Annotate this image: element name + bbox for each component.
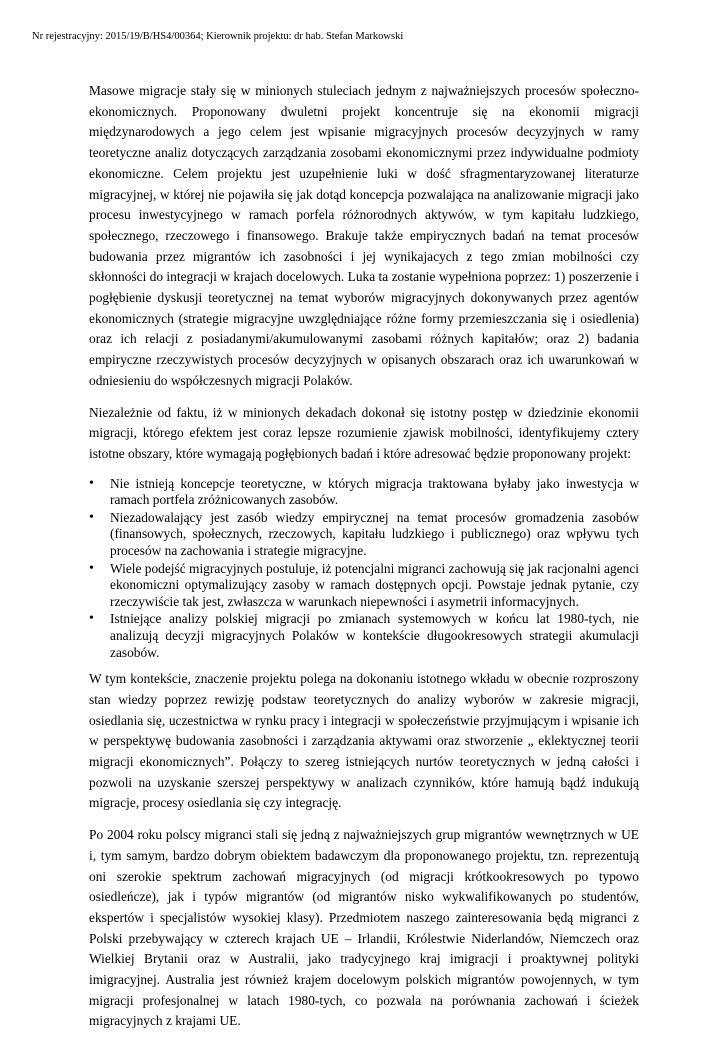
bullet-item: • Istniejące analizy polskiej migracji po zmianach systemowych w końcu lat 1980-tych, nie analizują decyzji migracyjnych Polaków w kontekście długookresowych strategii akumulacji zasobów. [89, 611, 639, 661]
bullet-item: • Wiele podejść migracyjnych postuluje, iż potencjalni migranci zachowują się jak racjonalni agenci ekonomiczni optymalizujący zasoby w ramach dostępnych opcji. Powstaje jednak pytanie, czy rzeczywiście tak jest, zwłaszcza w warunkach niepewności i asymetrii informacyjnych. [89, 561, 639, 611]
paragraph-intro: Masowe migracje stały się w minionych stuleciach jednym z najważniejszych procesów społeczno-ekonomicznych. Proponowany dwuletni projekt koncentruje się na ekonomii migracji międzynarodowych a jego celem jest wpisanie migracyjnych procesów decyzyjnych w ramy teoretyczne analiz dotyczących zarządzania zosobami ekonomicznymi przez indywidualne podmioty ekonomiczne. Celem projektu jest uzupełnienie luki w dość sfragmentaryzowanej literaturze migracyjnej, w której nie pojawiła się jak dotąd koncepcja pozwalająca na analizowanie migracji jako procesu inwestycyjnego w ramach porfela różnorodnych aktywów, w tym kapitału ludzkiego, społecznego, rzeczowego i finansowego. Brakuje także empirycznych badań na temat procesów budowania przez migrantów ich zasobności i jej wynikajacych z tego zmian mobilności czy skłonności do integracji w krajach docelowych. Luka ta zostanie wypełniona poprzez: 1) poszerzenie i pogłębienie dyskusji teoretycznej na temat wyborów migracyjnych dokonywanych przez agentów ekonomicznych (strategie migracyjne uwzględniające różne formy przemieszczania się i osiedlenia) oraz ich relacji z posiadanymi/akumulowanymi zasobami różnych kapitałów; oraz 2) badania empiryczne rzeczywistych procesów decyzyjnych w opisanych obszarach oraz ich uwarunkowań w odniesieniu do współczesnych migracji Polaków. [89, 83, 639, 388]
paragraph-significance: W tym kontekście, znaczenie projektu polega na dokonaniu istotnego wkładu w obecnie rozproszony stan wiedzy poprzez rewizję podstaw teoretycznych do analizy wyborów w zakresie migracji, osiedlania się, uczestnictwa w rynku pracy i integracji w społeczeństwie przyjmującym i wpisanie ich w perspektywę budowania zasobności i zarządzania aktywami oraz stworzenie „ eklektycznej teorii migracji ekonomicznych”. Połączy to szereg istniejących nurtów teoretycznych w jedną całości i pozwoli na uzyskanie szerszej perspektywy w analizach czynników, które hamują bądź indukują migracje, procesy osiedlania się czy integrację. [89, 671, 639, 811]
bullet-item: • Nie istnieją koncepcje teoretyczne, w których migracja traktowana byłaby jako inwestycja w ramach portfela zróżnicowanych zasobów. [89, 476, 639, 509]
page-header: Nr rejestracyjny: 2015/19/B/HS4/00364; Kierownik projektu: dr hab. Stefan Markowski [32, 31, 404, 42]
bullet-item: • Niezadowalający jest zasób wiedzy empirycznej na temat procesów gromadzenia zasobów (finansowych, społecznych, rzeczowych, kapitału ludzkiego i publicznego) oraz wpływu tych procesów na zachowania i strategie migracyjne. [89, 510, 639, 560]
paragraph-polish-migrants: Po 2004 roku polscy migranci stali się jedną z najważniejszych grup migrantów wewnętrznych w UE i, tym samym, bardzo dobrym obiektem badawczym dla proponowanego projektu, tzn. reprezentują oni szerokie spektrum zachowań migracyjnych (od migracji krótkookresowych po typowo osiedleńcze), jak i typów migrantów (od migrantów nisko wykwalifikowanych po studentów, ekspertów i specjalistów wysokiej klasy). Przedmiotem naszego zainteresowania będą migranci z Polski przebywający w czterech krajach UE – Irlandii, Królestwie Niderlandów, Niemczech oraz Wielkiej Brytanii oraz w Australii, jako tradycyjnego kraj imigracji i proaktywnej polityki imigracyjnej. Australia jest również krajem docelowym polskich migrantów powojennych, w tym migracji profesjonalnej w latach 1980-tych, co pozwala na porównania zachowań i ścieżek migracyjnych z krajami UE. [89, 827, 639, 1029]
document-body [89, 81, 639, 1043]
paragraph-areas-intro: Niezależnie od faktu, iż w minionych dekadach dokonał się istotny postęp w dziedzinie ekonomii migracji, którego efektem jest coraz lepsze rozumienie zjawisk mobilności, identyfikujemy cztery istotne obszary, które wymagają pogłębionych badań i które adresować będzie proponowany projekt: [89, 404, 639, 461]
bullet-list [89, 476, 639, 662]
